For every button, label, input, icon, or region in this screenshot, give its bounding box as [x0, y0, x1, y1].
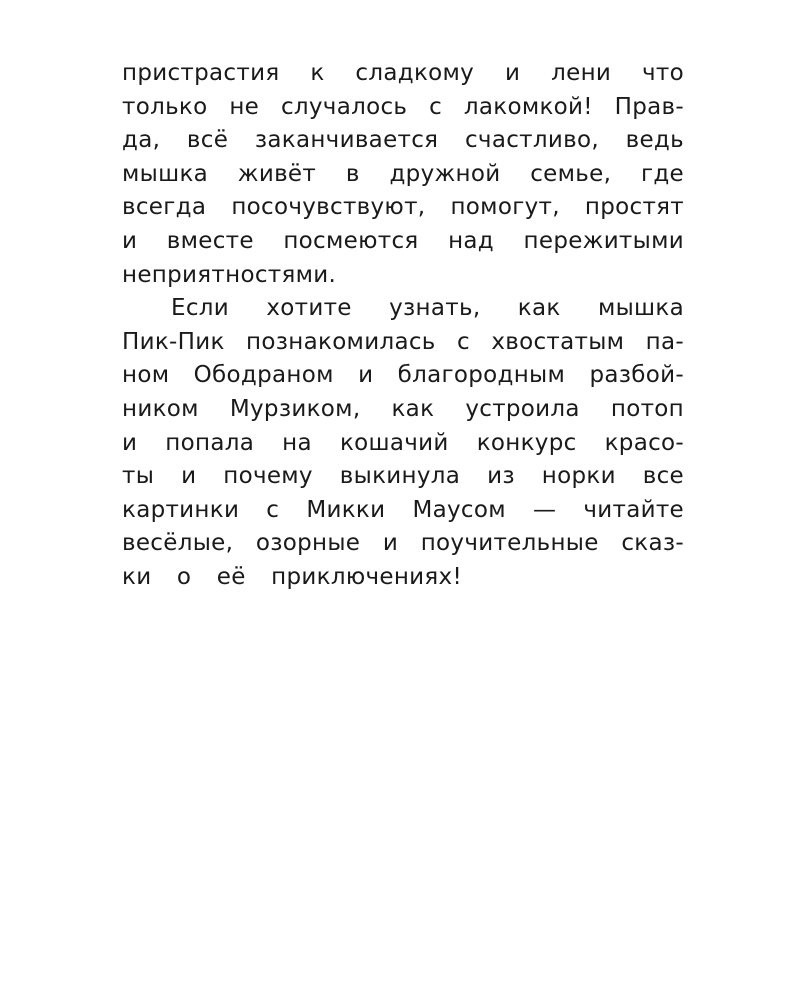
paragraph-2	[122, 292, 684, 594]
text-line: ном Ободраном и благородным разбой-	[122, 362, 684, 389]
text-line: Если хотите узнать, как мышка	[171, 295, 684, 322]
text-line: неприятностями.	[122, 261, 337, 288]
text-line: весёлые, озорные и поучительные сказ-	[122, 530, 684, 557]
text-line: картинки с Микки Маусом — читайте	[122, 496, 684, 523]
text-line: мышка живёт в дружной семье, где	[122, 160, 684, 187]
text-line: Пик-Пик познакомилась с хвостатым па-	[122, 328, 684, 355]
paragraph-1	[122, 57, 684, 292]
text-line: пристрастия к сладкому и лени что	[122, 60, 684, 86]
text-line: только не случалось с лакомкой! Прав-	[122, 93, 684, 120]
body-text	[122, 57, 684, 595]
text-line: да, всё заканчивается счастливо, ведь	[122, 127, 684, 154]
text-line: ки о её приключениях!	[122, 563, 462, 590]
text-line: и вместе посмеются над пережитыми	[122, 227, 684, 254]
text-line: ты и почему выкинула из норки все	[122, 463, 684, 490]
text-line: ником Мурзиком, как устроила потоп	[122, 395, 684, 422]
text-line: и попала на кошачий конкурс красо-	[122, 429, 684, 456]
text-line: всегда посочувствуют, помогут, простят	[122, 194, 684, 221]
